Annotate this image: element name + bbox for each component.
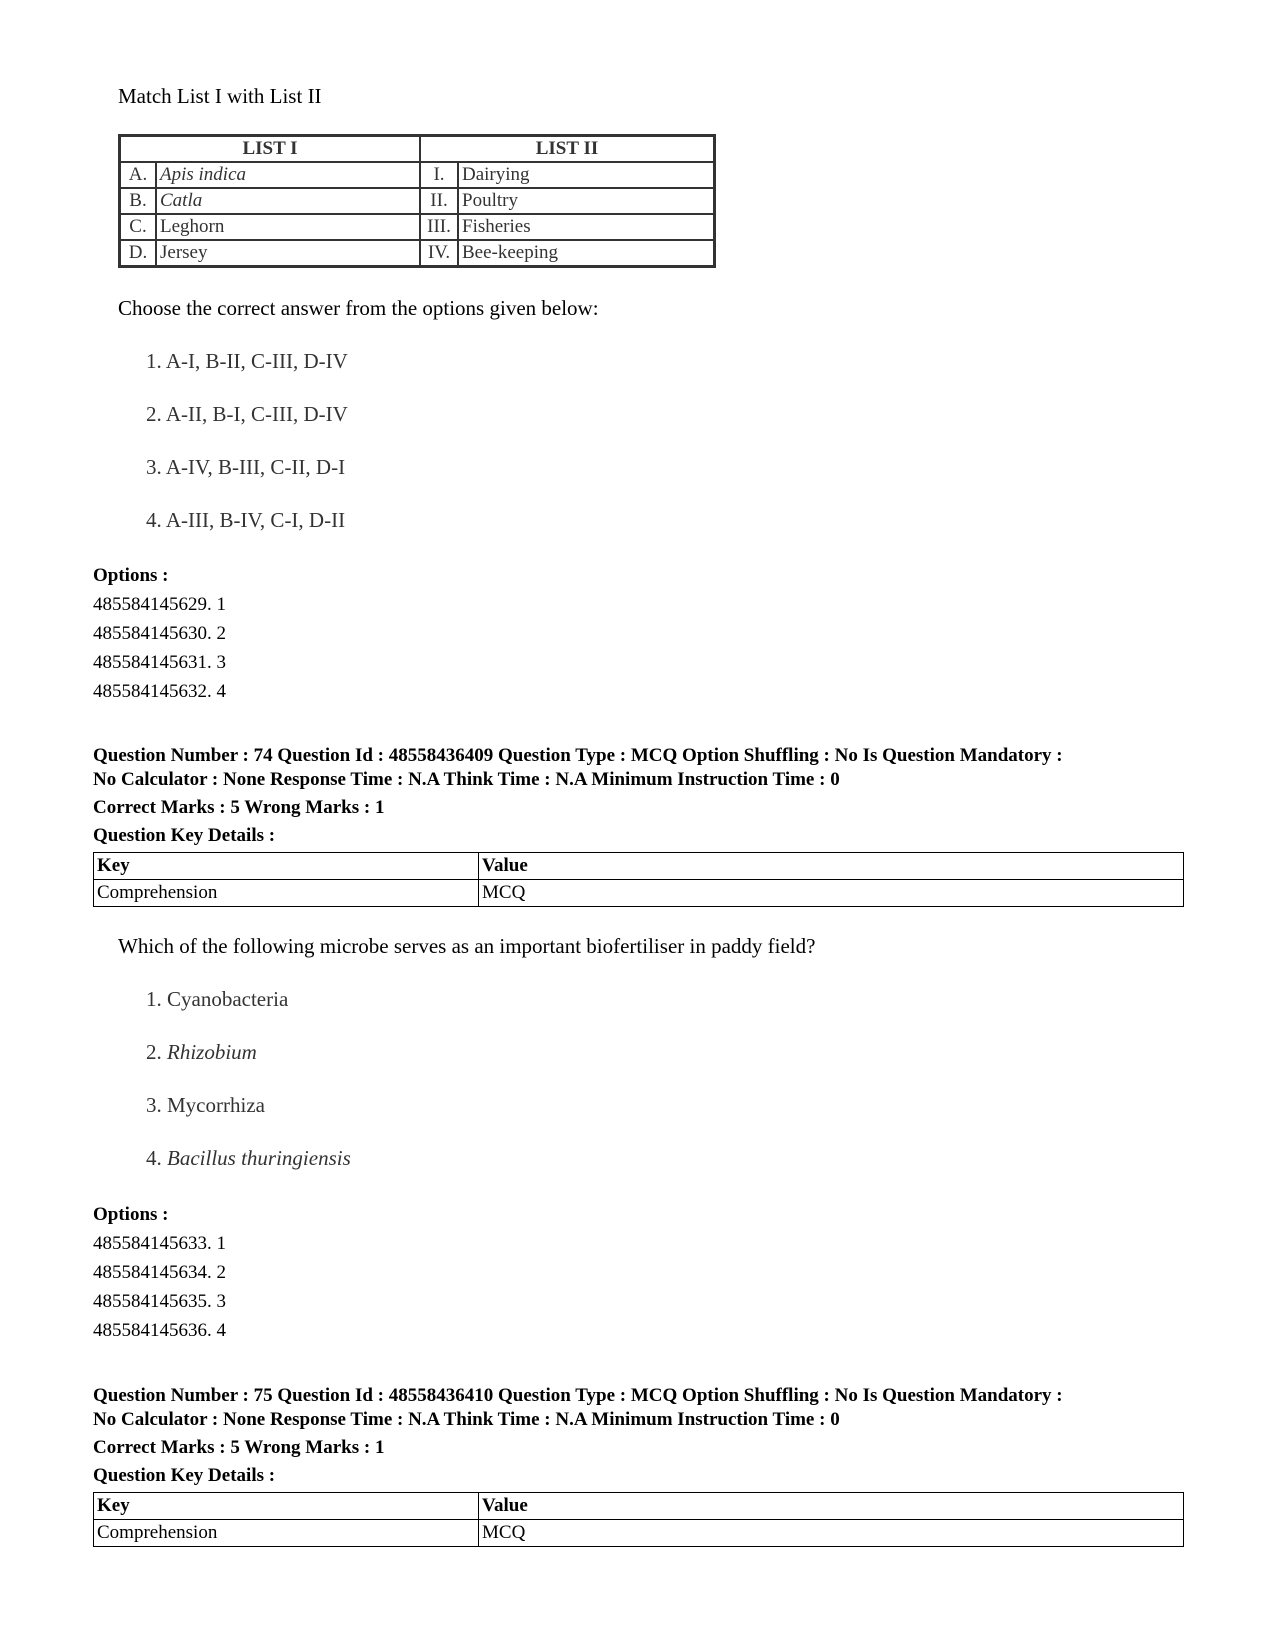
table-row [94, 1520, 1184, 1547]
q73-option-4: 485584145632. 4 [93, 681, 226, 702]
q73-option-1: 485584145629. 1 [93, 594, 226, 615]
row-label: III. [420, 214, 458, 240]
q73-options-label: Options : [93, 565, 169, 586]
q74-option-4: 485584145636. 4 [93, 1320, 226, 1341]
row-label: B. [120, 188, 157, 214]
q74-options-label: Options : [93, 1204, 169, 1225]
q73-choice-3: 3. A-IV, B-III, C-II, D-I [146, 455, 346, 479]
choice-number: 3. [146, 1093, 162, 1117]
q74-marks: Correct Marks : 5 Wrong Marks : 1 [93, 797, 385, 818]
choice-text: Bacillus thuringiensis [167, 1146, 351, 1170]
choice-number: 1. [146, 987, 162, 1011]
q73-choice-1: 1. A-I, B-II, C-III, D-IV [146, 349, 348, 373]
row-label: I. [420, 162, 458, 188]
row-label: A. [120, 162, 157, 188]
q74-choice-2 [146, 1040, 257, 1065]
table-row [120, 240, 715, 267]
key-cell: Comprehension [94, 1520, 479, 1547]
list1-item: Jersey [156, 240, 420, 267]
row-label: D. [120, 240, 157, 267]
q73-choice-2: 2. A-II, B-I, C-III, D-IV [146, 402, 348, 426]
list2-header: LIST II [420, 136, 715, 163]
q74-option-1: 485584145633. 1 [93, 1233, 226, 1254]
list1-header: LIST I [120, 136, 421, 163]
q74-option-2: 485584145634. 2 [93, 1262, 226, 1283]
q73-choose-text: Choose the correct answer from the options given below: [118, 296, 599, 320]
q74-key-details-label: Question Key Details : [93, 825, 276, 846]
q74-option-3: 485584145635. 3 [93, 1291, 226, 1312]
key-header: Key [94, 1493, 479, 1520]
q74-meta-line1: Question Number : 74 Question Id : 48558436409 Question Type : MCQ Option Shuffling : No Is Question Mandatory : [93, 745, 1063, 766]
list1-item: Leghorn [156, 214, 420, 240]
list1-item: Apis indica [156, 162, 420, 188]
row-label: IV. [420, 240, 458, 267]
table-row [94, 880, 1184, 907]
choice-number: 4. [146, 1146, 162, 1170]
q75-key-table [93, 1492, 1184, 1547]
q74-meta-line2: No Calculator : None Response Time : N.A Think Time : N.A Minimum Instruction Time : 0 [93, 769, 840, 790]
list1-item: Catla [156, 188, 420, 214]
q74-key-table [93, 852, 1184, 907]
value-cell: MCQ [479, 1520, 1184, 1547]
q73-prompt: Match List I with List II [118, 84, 322, 108]
key-cell: Comprehension [94, 880, 479, 907]
list2-item: Poultry [458, 188, 715, 214]
key-header: Key [94, 853, 479, 880]
list2-item: Bee-keeping [458, 240, 715, 267]
choice-text: Rhizobium [167, 1040, 257, 1064]
value-cell: MCQ [479, 880, 1184, 907]
choice-number: 2. [146, 1040, 162, 1064]
table-row [94, 1493, 1184, 1520]
value-header: Value [479, 1493, 1184, 1520]
q74-choice-3 [146, 1093, 265, 1118]
list2-item: Fisheries [458, 214, 715, 240]
table-row [120, 214, 715, 240]
q74-prompt: Which of the following microbe serves as an important biofertiliser in paddy field? [118, 934, 816, 958]
q75-key-details-label: Question Key Details : [93, 1465, 276, 1486]
q75-meta-line2: No Calculator : None Response Time : N.A Think Time : N.A Minimum Instruction Time : 0 [93, 1409, 840, 1430]
value-header: Value [479, 853, 1184, 880]
match-table [118, 134, 716, 268]
row-label: C. [120, 214, 157, 240]
table-row [120, 162, 715, 188]
q74-choice-1 [146, 987, 288, 1012]
row-label: II. [420, 188, 458, 214]
q73-option-3: 485584145631. 3 [93, 652, 226, 673]
choice-text: Mycorrhiza [167, 1093, 265, 1117]
q75-meta-line1: Question Number : 75 Question Id : 48558436410 Question Type : MCQ Option Shuffling : No Is Question Mandatory : [93, 1385, 1063, 1406]
q74-choice-4 [146, 1146, 351, 1171]
choice-text: Cyanobacteria [167, 987, 289, 1011]
table-row [94, 853, 1184, 880]
q75-marks: Correct Marks : 5 Wrong Marks : 1 [93, 1437, 385, 1458]
q73-choice-4: 4. A-III, B-IV, C-I, D-II [146, 508, 346, 532]
table-row [120, 188, 715, 214]
list2-item: Dairying [458, 162, 715, 188]
q73-option-2: 485584145630. 2 [93, 623, 226, 644]
